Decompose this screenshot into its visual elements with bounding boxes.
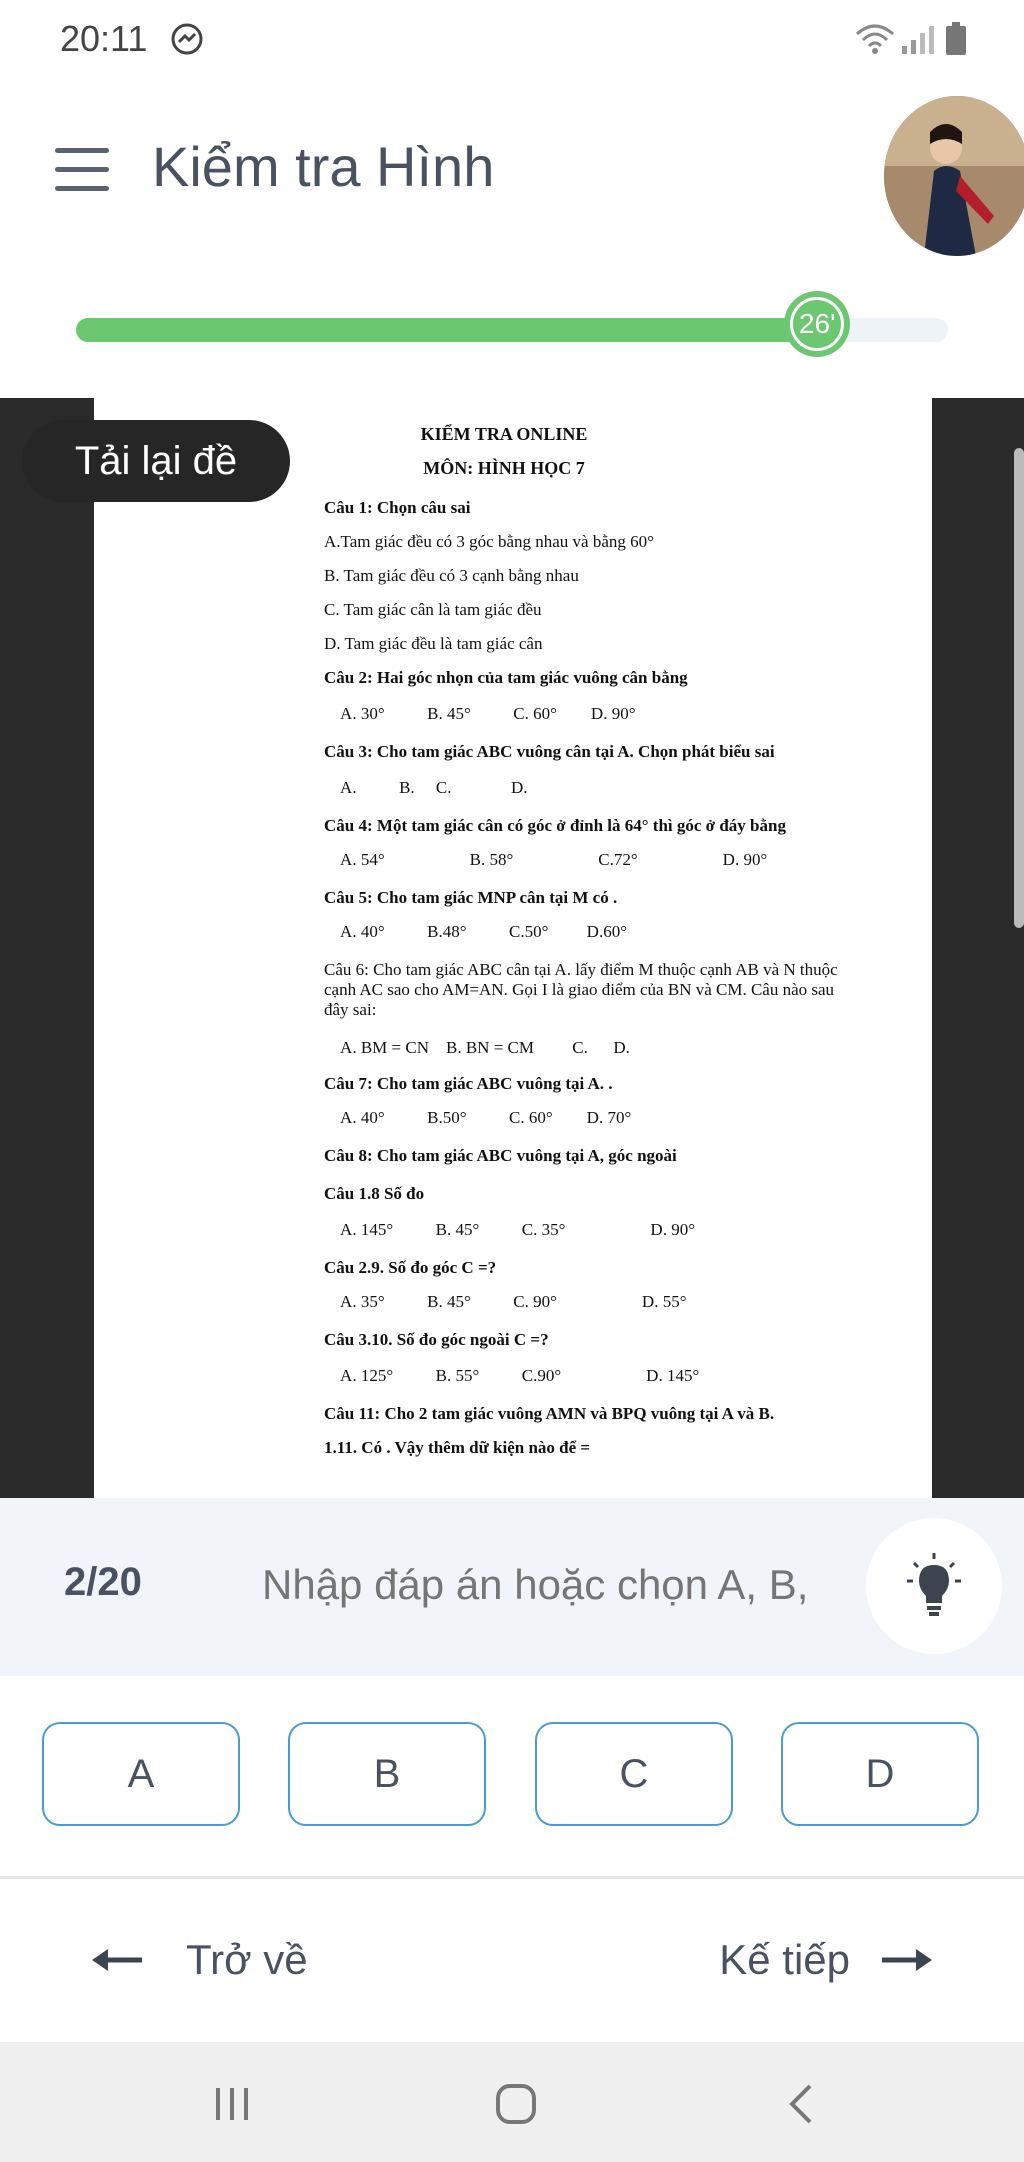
document-line: Câu 2: Hai góc nhọn của tam giác vuông cân bằng [324, 668, 688, 687]
divider [0, 1876, 1024, 1879]
choice-d-button[interactable]: D [781, 1722, 979, 1826]
back-button[interactable] [90, 1930, 308, 1990]
document-line: A. 40° B.50° C. 60° D. 70° [324, 1108, 632, 1127]
document-line: D. Tam giác đều là tam giác cân [324, 634, 543, 653]
recent-apps-icon[interactable] [212, 2084, 252, 2124]
reload-exam-button[interactable]: Tải lại đề [22, 420, 290, 502]
back-label: Trở về [186, 1936, 308, 1983]
next-label: Kế tiếp [719, 1936, 850, 1983]
choice-c-button[interactable]: C [535, 1722, 733, 1826]
avatar[interactable] [884, 96, 1024, 256]
document-line: A. 125° B. 55° C.90° D. 145° [324, 1366, 700, 1385]
document-line: A. 54° B. 58° C.72° D. 90° [324, 850, 768, 869]
choice-buttons [0, 1720, 1024, 1830]
document-line: Câu 1.8 Số đo [324, 1184, 425, 1203]
scrollbar[interactable] [1014, 448, 1024, 928]
document-line: Câu 3.10. Số đo góc ngoài C =? [324, 1330, 549, 1349]
document-line: Câu 6: Cho tam giác ABC cân tại A. lấy điểm M thuộc cạnh AB và N thuộc [324, 960, 838, 979]
back-nav-icon[interactable] [786, 2082, 816, 2126]
progress-fill [76, 318, 817, 342]
arrow-right-icon [880, 1945, 934, 1975]
home-icon[interactable] [494, 2082, 538, 2126]
document-line: Câu 8: Cho tam giác ABC vuông tại A, góc ngoài [324, 1146, 677, 1165]
lightbulb-icon [899, 1551, 969, 1621]
document-line: C. Tam giác cân là tam giác đều [324, 600, 542, 619]
messenger-icon [170, 22, 204, 56]
page-title: Kiểm tra Hình [152, 135, 495, 198]
answer-bar [0, 1498, 1024, 1676]
document-line: A. B. C. D. [324, 778, 528, 797]
question-counter: 2/20 [64, 1560, 142, 1604]
choice-b-button[interactable]: B [288, 1722, 486, 1826]
document-line: A. 40° B.48° C.50° D.60° [324, 922, 627, 941]
status-time: 20:11 [60, 18, 148, 59]
document-line: cạnh AC sao cho AM=AN. Gọi I là giao điểm của BN và CM. Câu nào sau [324, 980, 835, 999]
system-nav-bar [0, 2042, 1024, 2162]
document-page [94, 398, 932, 1498]
document-line: 1.11. Có . Vậy thêm dữ kiện nào để = [324, 1438, 591, 1457]
arrow-left-icon [90, 1945, 144, 1975]
document-subtitle: MÔN: HÌNH HỌC 7 [423, 458, 585, 478]
document-line: A. BM = CN B. BN = CM C. D. [324, 1038, 630, 1057]
answer-input[interactable] [260, 1538, 824, 1632]
document-viewer[interactable] [0, 398, 1024, 1498]
document-title: KIỂM TRA ONLINE [420, 424, 588, 444]
progress-track [76, 308, 948, 342]
document-line: B. Tam giác đều có 3 cạnh bằng nhau [324, 566, 579, 585]
document-line: Câu 7: Cho tam giác ABC vuông tại A. . [324, 1074, 613, 1093]
document-line: đây sai: [324, 1000, 377, 1019]
document-line: A.Tam giác đều có 3 góc bằng nhau và bằng 60° [324, 532, 654, 551]
timer-label: 26' [790, 297, 844, 351]
document-line: Câu 1: Chọn câu sai [324, 498, 471, 517]
status-bar [0, 0, 1024, 80]
document-line: Câu 5: Cho tam giác MNP cân tại M có . [324, 888, 618, 907]
document-line: Câu 3: Cho tam giác ABC vuông cân tại A. Chọn phát biểu sai [324, 742, 775, 761]
next-button[interactable] [719, 1930, 934, 1990]
hint-button[interactable] [866, 1518, 1002, 1654]
document-line: Câu 2.9. Số đo góc C =? [324, 1258, 497, 1277]
choice-a-button[interactable]: A [42, 1722, 240, 1826]
signal-icon [900, 24, 936, 56]
menu-icon[interactable] [55, 148, 109, 192]
document-line: A. 30° B. 45° C. 60° D. 90° [324, 704, 636, 723]
document-line: Câu 4: Một tam giác cân có góc ở đỉnh là 64° thì góc ở đáy bằng [324, 816, 786, 835]
document-line: Câu 11: Cho 2 tam giác vuông AMN và BPQ vuông tại A và B. [324, 1404, 775, 1423]
wifi-icon [855, 22, 895, 56]
timer-badge [784, 291, 850, 357]
document-line: A. 35° B. 45° C. 90° D. 55° [324, 1292, 687, 1311]
document-line: A. 145° B. 45° C. 35° D. 90° [324, 1220, 695, 1239]
battery-icon [945, 22, 967, 56]
